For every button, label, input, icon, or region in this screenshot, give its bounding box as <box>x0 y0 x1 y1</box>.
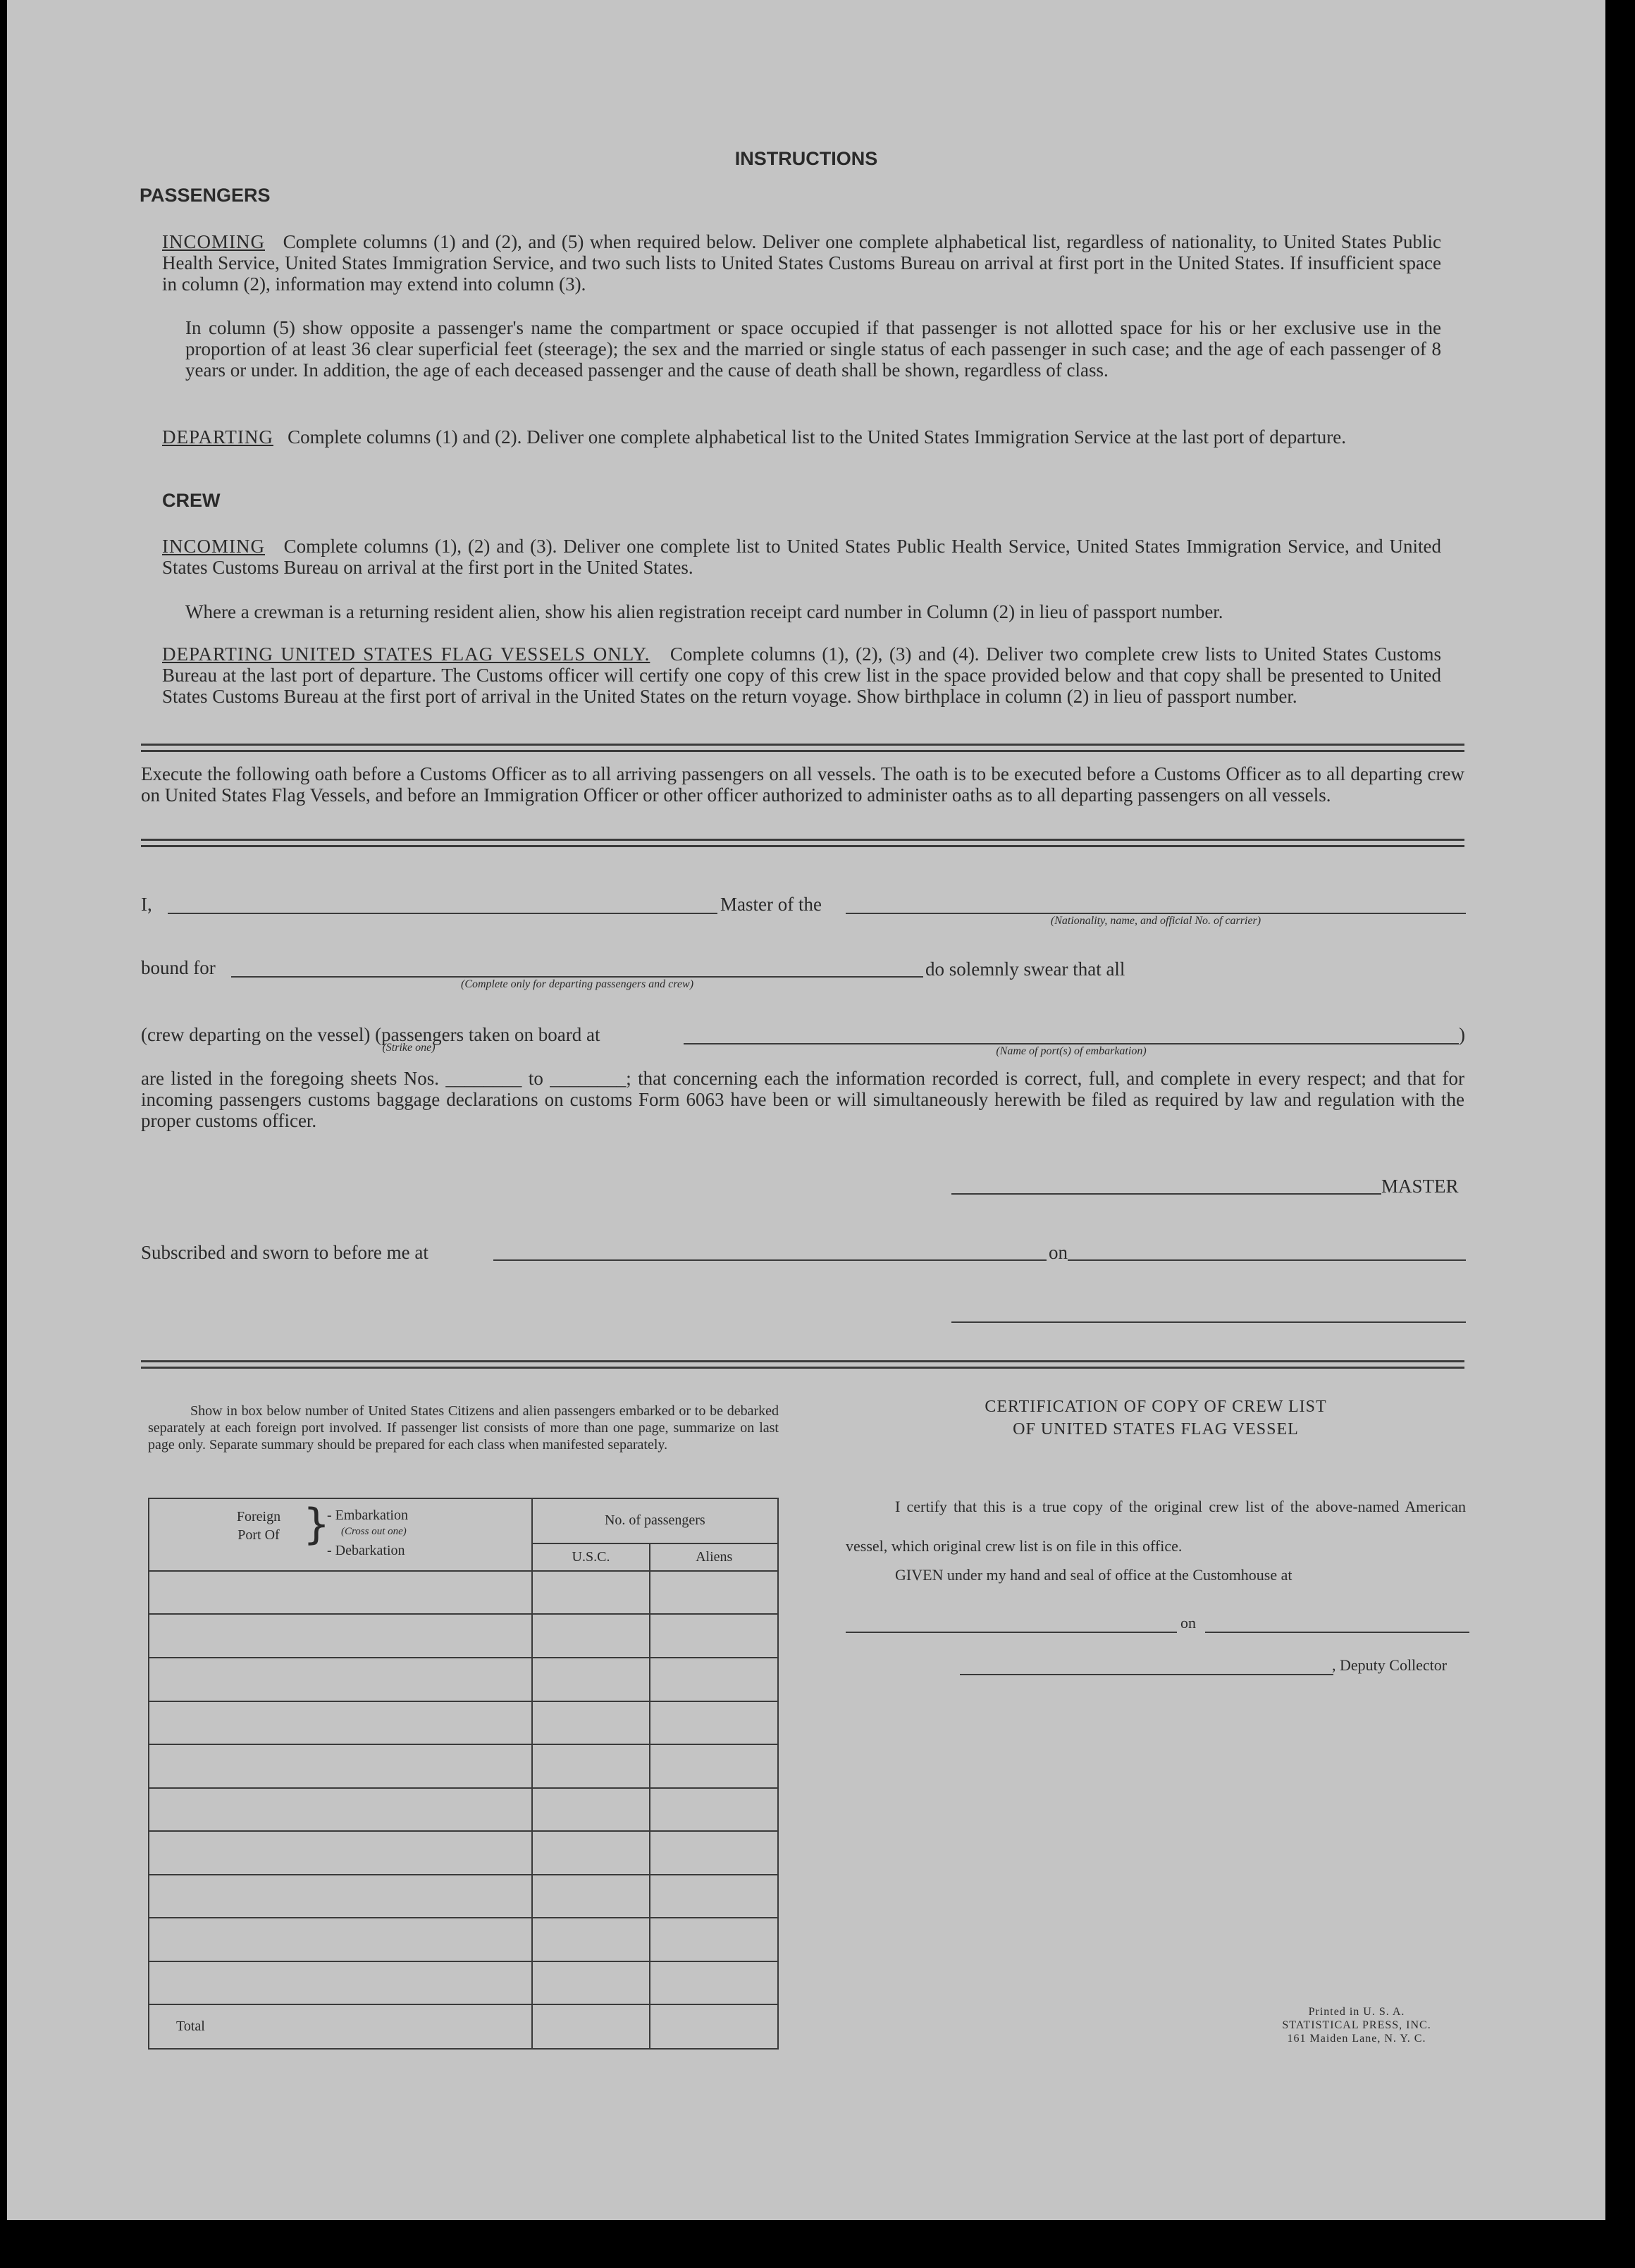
aliens-cell[interactable] <box>650 1831 778 1875</box>
deputy-signature-blank[interactable] <box>960 1674 1333 1675</box>
instructions-title: INSTRUCTIONS <box>734 148 878 169</box>
crew-incoming-paragraph <box>162 536 1441 578</box>
column5-paragraph: In column (5) show opposite a passenger's name the compartment or space occupied if that passenger is not allotted space for his or her exclusive use in the proportion of at least 36 clear superficial feet (steerage); the sex and the married or single status of each passenger in such case; and the age of each passenger of 8 years or under. In addition, the age of each deceased passenger and the cause of death shall be shown, regardless of class. <box>185 317 1441 381</box>
summary-table <box>148 1498 779 2050</box>
crew-incoming-text: Complete columns (1), (2) and (3). Deliver one complete list to United States Public Health Service, United States Immigration Service, and United States Customs Bureau on arrival at the first port in the United States. <box>162 536 1441 578</box>
usc-cell[interactable] <box>532 1788 650 1832</box>
passengers-incoming-paragraph <box>162 231 1441 295</box>
sworn-place-blank[interactable] <box>493 1259 1047 1261</box>
departing-us-text: Complete columns (1), (2), (3) and (4). Deliver two complete crew lists to United States Customs Bureau at the last port of departure. The Customs officer will certify one copy of this crew list in the space provided below and that copy shall be presented to United States Customs Bureau at the first port of arrival in the United States on the return voyage. Show birthplace in column (2) in lieu of passport number. <box>162 643 1442 707</box>
carrier-caption: (Nationality, name, and official No. of carrier) <box>1050 915 1261 927</box>
customhouse-blank[interactable] <box>846 1632 1177 1633</box>
given-text: GIVEN under my hand and seal of office at the Customhouse at <box>895 1566 1292 1584</box>
total-aliens-cell[interactable] <box>650 2004 778 2049</box>
document-page <box>7 0 1605 2220</box>
certification-title-line1: CERTIFICATION OF COPY OF CREW LIST <box>985 1398 1327 1416</box>
aliens-cell[interactable] <box>650 1961 778 2005</box>
double-rule <box>141 1360 1464 1369</box>
brace-icon: } <box>303 1500 331 1550</box>
port-cell[interactable] <box>149 1918 532 1961</box>
printer-imprint <box>1237 2005 1476 2045</box>
departing-text: Complete columns (1) and (2). Deliver one complete alphabetical list to the United States Immigration Service at the last port of departure. <box>288 426 1346 448</box>
oath-instructions: Execute the following oath before a Customs Officer as to all arriving passengers on all vessels. The oath is to be executed before a Customs Officer as to all departing crew on United States Flag Vessels, and before an Immigration Officer or other officer authorized to administer oaths as to all departing passengers on all vessels. <box>141 763 1464 806</box>
debarkation-label: - Debarkation <box>327 1543 405 1559</box>
sworn-date-blank[interactable] <box>1068 1259 1466 1261</box>
certification-text: I certify that this is a true copy of the original crew list of the above-named American vessel, which original crew list is on file in this office. <box>846 1498 1466 1555</box>
subscribed-label: Subscribed and sworn to before me at <box>141 1242 428 1263</box>
printer-line1: Printed in U. S. A. <box>1308 2006 1405 2018</box>
incoming-label: INCOMING <box>162 231 265 252</box>
port-cell[interactable] <box>149 1961 532 2005</box>
bound-for-blank[interactable] <box>231 976 923 978</box>
master-label: MASTER <box>1381 1176 1459 1197</box>
printer-line2: STATISTICAL PRESS, INC. <box>1282 2019 1431 2031</box>
aliens-cell[interactable] <box>650 1614 778 1658</box>
cross-out-caption: (Cross out one) <box>341 1526 407 1538</box>
certification-title-line2: OF UNITED STATES FLAG VESSEL <box>1013 1420 1299 1438</box>
total-label: Total <box>149 2004 532 2049</box>
listed-paragraph: are listed in the foregoing sheets Nos. ________ to ________; that concerning each the information recorded is correct, full, and complete in every respect; and that for incoming passengers customs baggage declarations on customs Form 6063 have been or will simultaneously herewith be filed as required by law and regulation with the proper customs officer. <box>141 1068 1464 1131</box>
usc-cell[interactable] <box>532 1701 650 1745</box>
cert-on-label: on <box>1180 1614 1196 1632</box>
aliens-cell[interactable] <box>650 1788 778 1832</box>
swear-label: do solemnly swear that all <box>925 959 1125 980</box>
port-cell[interactable] <box>149 1571 532 1615</box>
port-cell[interactable] <box>149 1875 532 1918</box>
foreign-port-label: Foreign Port Of <box>236 1509 281 1543</box>
usc-cell[interactable] <box>532 1744 650 1788</box>
certification-title <box>846 1395 1466 1441</box>
aliens-header: Aliens <box>650 1543 778 1571</box>
sworn-on-label: on <box>1049 1242 1068 1263</box>
double-rule <box>141 744 1464 752</box>
master-name-blank[interactable] <box>168 913 717 914</box>
crew-passengers-label: (crew departing on the vessel) (passengers taken on board at <box>141 1024 600 1045</box>
aliens-cell[interactable] <box>650 1918 778 1961</box>
close-paren: ) <box>1459 1024 1465 1045</box>
strike-caption: (Strike one) <box>382 1042 436 1054</box>
aliens-cell[interactable] <box>650 1571 778 1615</box>
usc-cell[interactable] <box>532 1831 650 1875</box>
usc-cell[interactable] <box>532 1961 650 2005</box>
ports-caption: (Name of port(s) of embarkation) <box>996 1045 1147 1057</box>
master-of-the-label: Master of the <box>720 894 822 915</box>
passengers-departing-paragraph <box>162 426 1441 448</box>
total-usc-cell[interactable] <box>532 2004 650 2049</box>
port-cell[interactable] <box>149 1744 532 1788</box>
crew-heading: CREW <box>162 490 221 511</box>
incoming-text: Complete columns (1) and (2), and (5) when required below. Deliver one complete alphabetical list, regardless of nationality, to United States Public Health Service, United States Immigration Service, and two such lists to United States Customs Bureau on arrival at first port in the United States. If insufficient space in column (2), information may extend into column (3). <box>162 231 1441 295</box>
officer-signature-blank[interactable] <box>951 1321 1466 1323</box>
crew-incoming-label: INCOMING <box>162 536 265 557</box>
embarkation-label: - Embarkation <box>327 1508 408 1524</box>
foreign-port-header <box>149 1498 532 1571</box>
aliens-cell[interactable] <box>650 1744 778 1788</box>
aliens-cell[interactable] <box>650 1658 778 1701</box>
bound-for-label: bound for <box>141 957 216 978</box>
cert-date-blank[interactable] <box>1205 1632 1469 1633</box>
summary-instructions: Show in box below number of United States Citizens and alien passengers embarked or to be debarked separately at each foreign port involved. If passenger list consists of more than one page, summarize on last page only. Separate summary should be prepared for each class when manifested separately. <box>148 1403 779 1453</box>
port-cell[interactable] <box>149 1614 532 1658</box>
double-rule <box>141 839 1464 847</box>
usc-cell[interactable] <box>532 1875 650 1918</box>
departing-label: DEPARTING <box>162 426 273 448</box>
usc-cell[interactable] <box>532 1918 650 1961</box>
usc-cell[interactable] <box>532 1571 650 1615</box>
usc-cell[interactable] <box>532 1614 650 1658</box>
master-signature-blank[interactable] <box>951 1193 1381 1195</box>
printer-line3: 161 Maiden Lane, N. Y. C. <box>1287 2033 1426 2045</box>
ports-blank[interactable] <box>684 1043 1459 1044</box>
port-cell[interactable] <box>149 1658 532 1701</box>
usc-header: U.S.C. <box>532 1543 650 1571</box>
deputy-collector-label: , Deputy Collector <box>1332 1656 1448 1674</box>
no-passengers-header: No. of passengers <box>532 1498 778 1543</box>
passengers-heading: PASSENGERS <box>140 185 271 206</box>
port-cell[interactable] <box>149 1831 532 1875</box>
departing-us-paragraph <box>162 643 1441 707</box>
port-cell[interactable] <box>149 1701 532 1745</box>
departing-us-label: DEPARTING UNITED STATES FLAG VESSELS ONLY. <box>162 643 650 665</box>
bound-caption: (Complete only for departing passengers and crew) <box>460 978 694 990</box>
oath-i-label: I, <box>141 894 152 915</box>
port-cell[interactable] <box>149 1788 532 1832</box>
aliens-cell[interactable] <box>650 1701 778 1745</box>
aliens-cell[interactable] <box>650 1875 778 1918</box>
carrier-blank[interactable] <box>846 913 1466 914</box>
crewman-paragraph: Where a crewman is a returning resident alien, show his alien registration receipt card number in Column (2) in lieu of passport number. <box>185 601 1223 622</box>
usc-cell[interactable] <box>532 1658 650 1701</box>
